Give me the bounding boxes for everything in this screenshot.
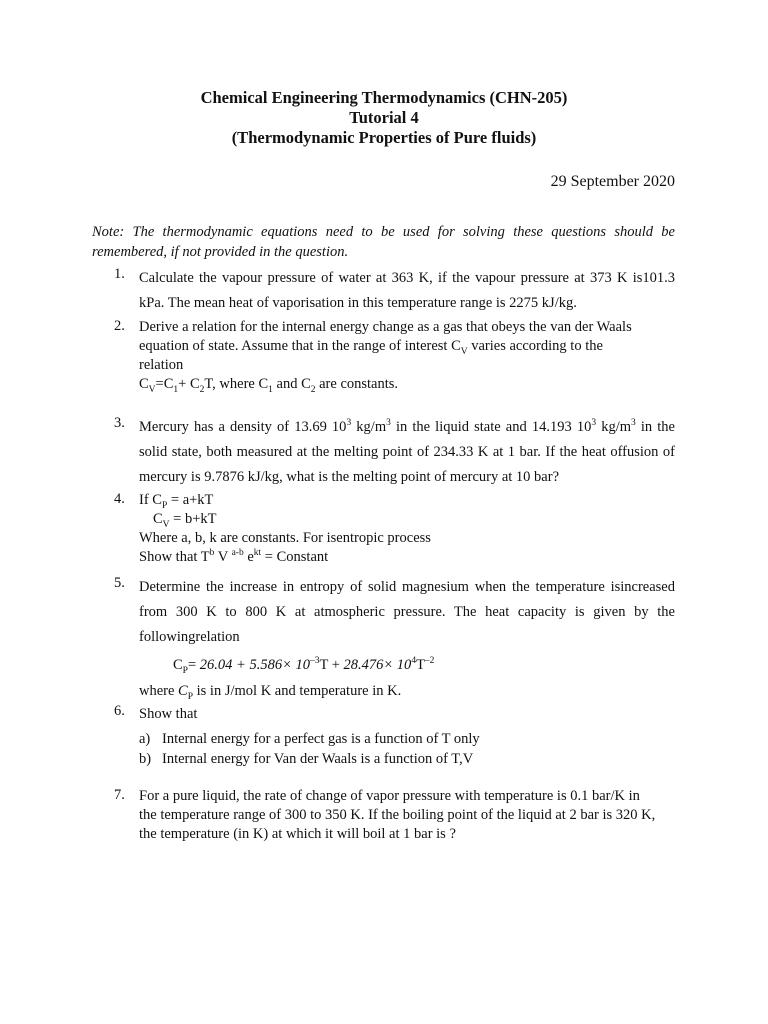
question-2	[116, 318, 675, 394]
question-6	[116, 703, 675, 769]
question-text: If $C_P = a+kT$ $C_V = b+kT$ Where a, b, k are constants. For isentropic process Show that $T^b$ V $^{a-b}$ $e^{kt}$ = Constant	[139, 492, 431, 565]
question-7	[116, 787, 675, 844]
note-paragraph: Note: The thermodynamic equations need to be used for solving these questions should be remembered, if not provided in the question.	[92, 224, 675, 260]
question-number: 6.	[114, 703, 125, 719]
tutorial-number: Tutorial 4	[349, 108, 419, 127]
question-5	[116, 575, 675, 702]
question-text: Derive a relation for the internal energy change as a gas that obeys the van der Waals equation of state. Assume that in the range of interest $C_V$ varies according to the relation	[139, 319, 632, 373]
question-number: 4.	[114, 491, 125, 507]
question-number: 5.	[114, 575, 125, 591]
heat-capacity-equation: $C_P= 26.04 + 5.586\times 10^{-3}T + 28.476\times 10^4T^{-2}$ where $C_P$ is in J/mol K and temperature in K.	[139, 656, 435, 702]
question-text: For a pure liquid, the rate of change of vapor pressure with temperature is 0.1 bar/K in the temperature range of 300 to 350 K. If the boiling point of the liquid at 2 bar is 320 K, the temperature (in K) at which it will boil at 1 bar is ?	[139, 788, 656, 842]
tutorial-topic: (Thermodynamic Properties of Pure fluids)	[231, 128, 537, 147]
question-number: 2.	[114, 318, 125, 334]
question-1	[116, 266, 675, 316]
question-number: 1.	[114, 266, 125, 282]
sub-question-list	[139, 729, 675, 769]
question-text: Determine the increase in entropy of solid magnesium when the temperature isincreased from 300 K to 800 K at atmospheric pressure. The heat capacity is given by the followingrelation	[139, 579, 675, 645]
question-number: 3.	[114, 415, 125, 431]
question-text: Calculate the vapour pressure of water at 363 K, if the vapour pressure at 373 K is101.3 kPa. The mean heat of vaporisation in this temperature range is 2275 kJ/kg.	[139, 270, 675, 311]
course-title: Chemical Engineering Thermodynamics (CHN-205)	[200, 88, 568, 107]
question-equation: $C_V=C_1+ C_2T$, where $C_1$ and $C_2$ are constants.	[139, 376, 399, 395]
sub-question-a: a) Internal energy for a perfect gas is a function of T only	[139, 731, 480, 747]
question-4	[116, 491, 675, 567]
question-number: 7.	[114, 787, 125, 803]
document-date: 29 September 2020	[550, 173, 675, 190]
question-text: Show that	[139, 706, 198, 722]
sub-question-b: b) Internal energy for Van der Waals is a function of T,V	[139, 751, 474, 767]
question-3	[116, 415, 675, 490]
question-text: Mercury has a density of 13.69 $10^3$ $kg/m^3$ in the liquid state and 14.193 $10^3$ $kg/m^3$ in the solid state, both measured at the melting point of 234.33 K at 1 bar. If the heat offusion of mercury is 9.7876 kJ/kg, what is the melting point of mercury at 10 bar?	[139, 418, 675, 485]
document-header	[0, 88, 768, 148]
